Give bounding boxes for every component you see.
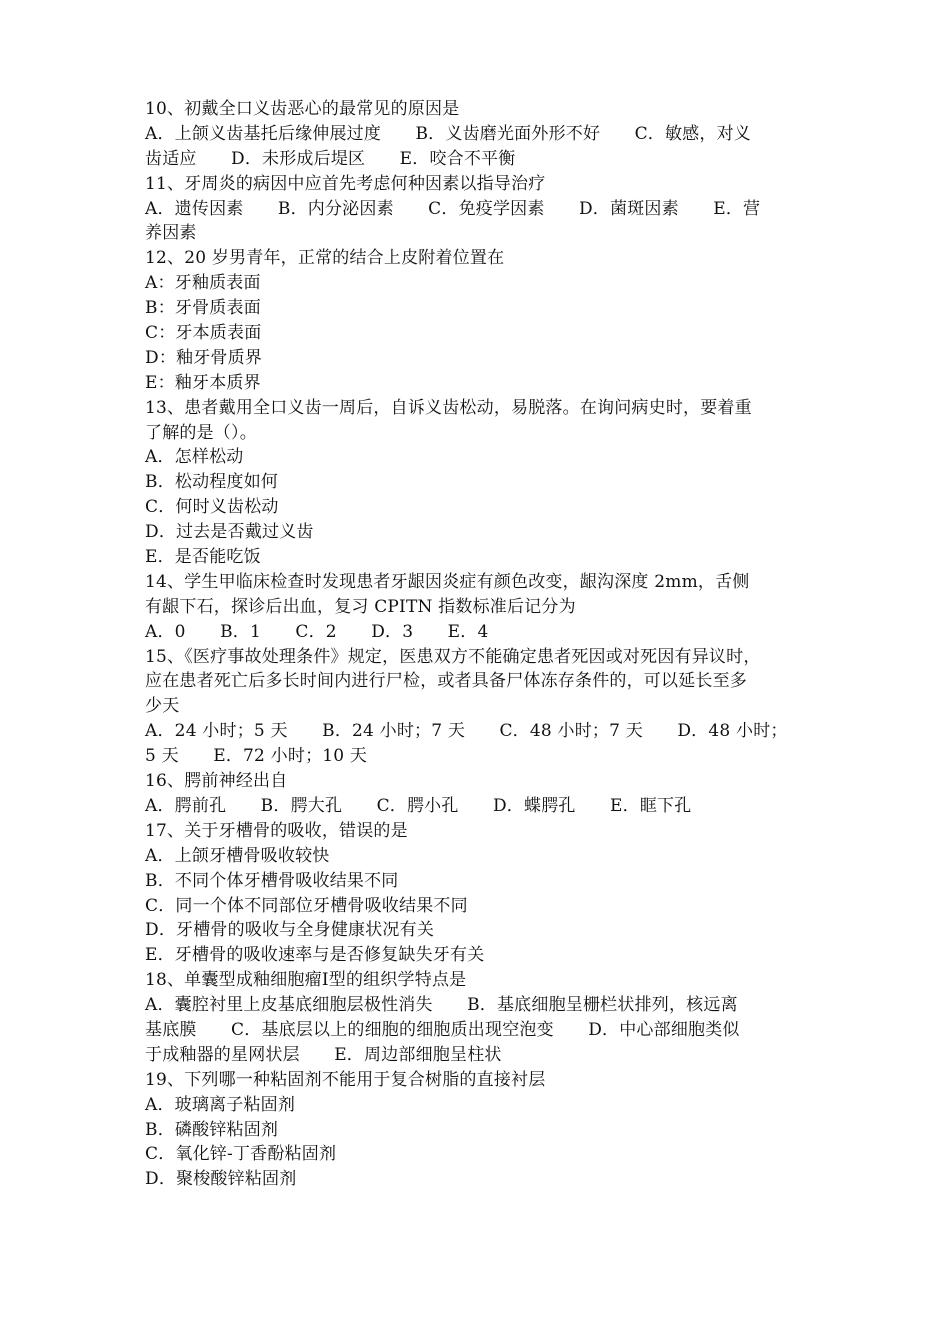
- text-line: 12、20 岁男青年，正常的结合上皮附着位置在: [145, 248, 505, 269]
- text-line: D．过去是否戴过义齿: [145, 522, 314, 543]
- text-line: B．松动程度如何: [145, 472, 279, 493]
- text-line: A．上颌义齿基托后缘伸展过度 B．义齿磨光面外形不好 C．敏感，对义: [145, 123, 751, 144]
- text-line: 11、牙周炎的病因中应首先考虑何种因素以指导治疗: [145, 173, 546, 194]
- text-line: E．牙槽骨的吸收速率与是否修复缺失牙有关: [145, 945, 485, 966]
- text-line: 少天: [145, 696, 180, 717]
- text-line: A．怎样松动: [145, 447, 244, 468]
- text-line: C：牙本质表面: [145, 323, 262, 344]
- text-line: D：釉牙骨质界: [145, 347, 263, 368]
- text-line: 14、学生甲临床检查时发现患者牙龈因炎症有颜色改变，龈沟深度 2mm，舌侧: [145, 571, 750, 592]
- text-line: 19、下列哪一种粘固剂不能用于复合树脂的直接衬层: [145, 1069, 546, 1090]
- text-line: C．氧化锌-丁香酚粘固剂: [145, 1144, 337, 1165]
- text-line: A．0 B．1 C．2 D．3 E．4: [145, 621, 489, 642]
- text-line: A．上颌牙槽骨吸收较快: [145, 845, 330, 866]
- text-line: 17、关于牙槽骨的吸收，错误的是: [145, 820, 408, 841]
- text-line: A．腭前孔 B．腭大孔 C．腭小孔 D．蝶腭孔 E．眶下孔: [145, 795, 692, 816]
- text-line: A．遗传因素 B．内分泌因素 C．免疫学因素 D．菌斑因素 E．营: [145, 198, 761, 219]
- text-line: A．囊腔衬里上皮基底细胞层极性消失 B．基底细胞呈栅栏状排列，核远离: [145, 995, 738, 1016]
- text-line: E：釉牙本质界: [145, 372, 261, 393]
- text-line: 10、初戴全口义齿恶心的最常见的原因是: [145, 99, 460, 119]
- text-line: 有龈下石，探诊后出血，复习 CPITN 指数标准后记分为: [145, 596, 576, 617]
- text-line: 5 天 E．72 小时；10 天: [145, 746, 368, 767]
- text-line: C．何时义齿松动: [145, 497, 279, 518]
- text-line: 18、单囊型成釉细胞瘤Ⅰ型的组织学特点是: [145, 970, 467, 991]
- text-line: 16、腭前神经出自: [145, 771, 288, 792]
- text-line: E．是否能吃饭: [145, 547, 261, 568]
- text-line: B．不同个体牙槽骨吸收结果不同: [145, 870, 399, 891]
- text-line: 养因素: [145, 223, 197, 244]
- text-line: D．牙槽骨的吸收与全身健康状况有关: [145, 920, 435, 941]
- text-line: B．磷酸锌粘固剂: [145, 1119, 279, 1140]
- text-line: A：牙釉质表面: [145, 273, 261, 294]
- text-line: 于成釉器的星网状层 E．周边部细胞呈柱状: [145, 1044, 502, 1065]
- text-line: 了解的是（）。: [145, 422, 257, 443]
- text-line: B：牙骨质表面: [145, 298, 261, 319]
- text-line: A．24 小时；5 天 B．24 小时；7 天 C．48 小时；7 天 D．48 小时；: [145, 721, 788, 742]
- document-body: [145, 97, 950, 1192]
- text-line: 应在患者死亡后多长时间内进行尸检，或者具备尸体冻存条件的，可以延长至多: [145, 671, 747, 692]
- text-line: 13、患者戴用全口义齿一周后，自诉义齿松动，易脱落。在询问病史时，要着重: [145, 397, 752, 418]
- text-line: A．玻璃离子粘固剂: [145, 1094, 296, 1115]
- text-line: 15、《医疗事故处理条件》规定，医患双方不能确定患者死因或对死因有异议时，: [145, 646, 761, 667]
- text-line: D．聚梭酸锌粘固剂: [145, 1169, 297, 1190]
- text-line: 基底膜 C．基底层以上的细胞的细胞质出现空泡变 D．中心部细胞类似: [145, 1019, 740, 1040]
- text-line: C．同一个体不同部位牙槽骨吸收结果不同: [145, 895, 468, 916]
- text-line: 齿适应 D．未形成后堤区 E．咬合不平衡: [145, 148, 516, 169]
